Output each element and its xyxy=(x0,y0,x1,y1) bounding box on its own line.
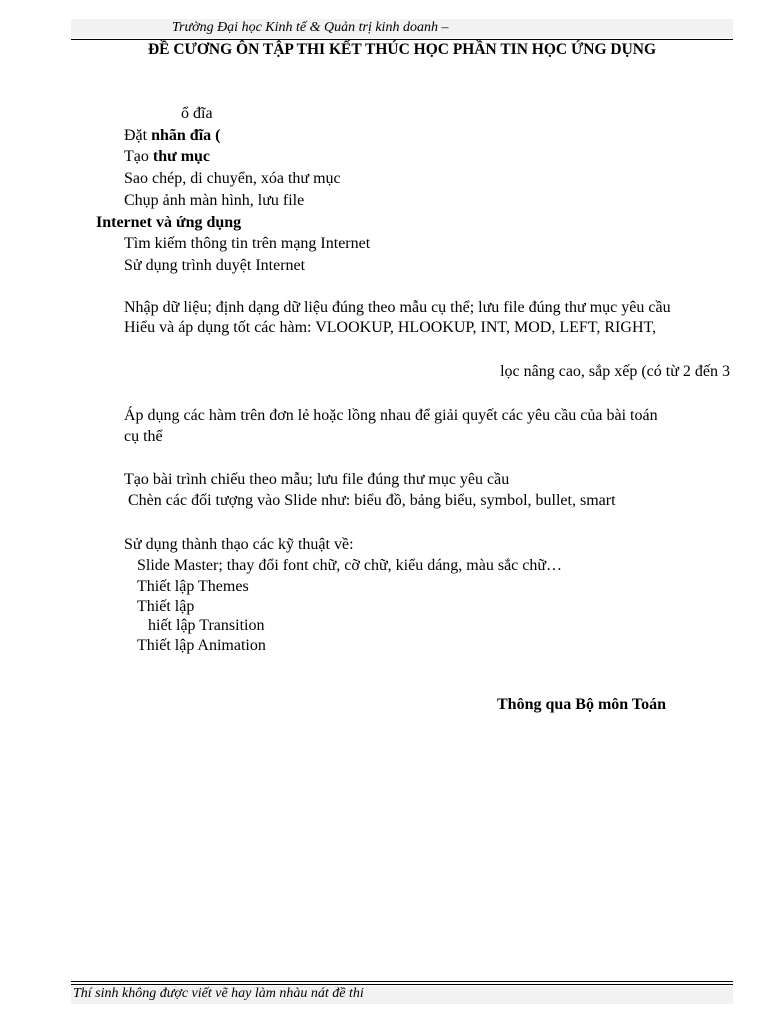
line-apply-functions: Áp dụng các hàm trên đơn lẻ hoặc lồng nhau để giải quyết các yêu cầu của bài toán xyxy=(124,407,658,424)
line-specific: cụ thể xyxy=(124,428,163,445)
header-rule xyxy=(71,39,733,40)
footer-rule-bottom xyxy=(71,984,733,985)
line-screenshot: Chụp ảnh màn hình, lưu file xyxy=(124,192,305,209)
line-insert-objects: Chèn các đối tượng vào Slide như: biểu đồ, bảng biểu, symbol, bullet, smart xyxy=(128,492,616,509)
school-name: Trường Đại học Kinh tế & Quản trị kinh doanh – xyxy=(172,20,449,35)
line-disk-label-prefix: Đặt xyxy=(124,127,152,144)
line-create-folder xyxy=(124,147,210,167)
line-techniques: Sử dụng thành thạo các kỹ thuật về: xyxy=(124,536,354,553)
line-themes: Thiết lập Themes xyxy=(137,578,249,595)
approval-text: Thông qua Bộ môn Toán xyxy=(497,696,666,713)
line-animation: Thiết lập Animation xyxy=(137,637,266,654)
line-filter-sort: lọc nâng cao, sắp xếp (có từ 2 đến 3 xyxy=(500,363,730,380)
line-disk-label-bold: nhãn đĩa ( xyxy=(151,127,221,144)
line-input-data: Nhập dữ liệu; định dạng dữ liệu đúng theo mẫu cụ thể; lưu file đúng thư mục yêu cầu xyxy=(124,299,671,316)
line-disk: ổ đĩa xyxy=(181,105,213,122)
line-transition: hiết lập Transition xyxy=(148,617,265,634)
line-copy-move: Sao chép, di chuyển, xóa thư mục xyxy=(124,170,341,187)
line-setup: Thiết lập xyxy=(137,598,195,615)
line-functions: Hiểu và áp dụng tốt các hàm: VLOOKUP, HLOOKUP, INT, MOD, LEFT, RIGHT, xyxy=(124,319,657,336)
line-disk-label xyxy=(124,126,220,146)
section-internet: Internet và ứng dụng xyxy=(96,214,242,231)
line-create-presentation: Tạo bài trình chiếu theo mẫu; lưu file đúng thư mục yêu cầu xyxy=(124,471,510,488)
document-title: ĐỀ CƯƠNG ÔN TẬP THI KẾT THÚC HỌC PHẦN TIN HỌC ỨNG DỤNG xyxy=(147,41,657,58)
footer-rule-top xyxy=(71,981,733,982)
line-create-folder-prefix: Tạo xyxy=(124,148,153,165)
line-slide-master: Slide Master; thay đổi font chữ, cỡ chữ, kiểu dáng, màu sắc chữ… xyxy=(137,557,563,574)
line-create-folder-bold: thư mục xyxy=(152,148,211,165)
footer-note: Thí sinh không được viết vẽ hay làm nhàu nát đề thi xyxy=(73,986,364,1001)
line-search: Tìm kiếm thông tin trên mạng Internet xyxy=(124,235,371,252)
line-browser: Sử dụng trình duyệt Internet xyxy=(124,257,306,274)
